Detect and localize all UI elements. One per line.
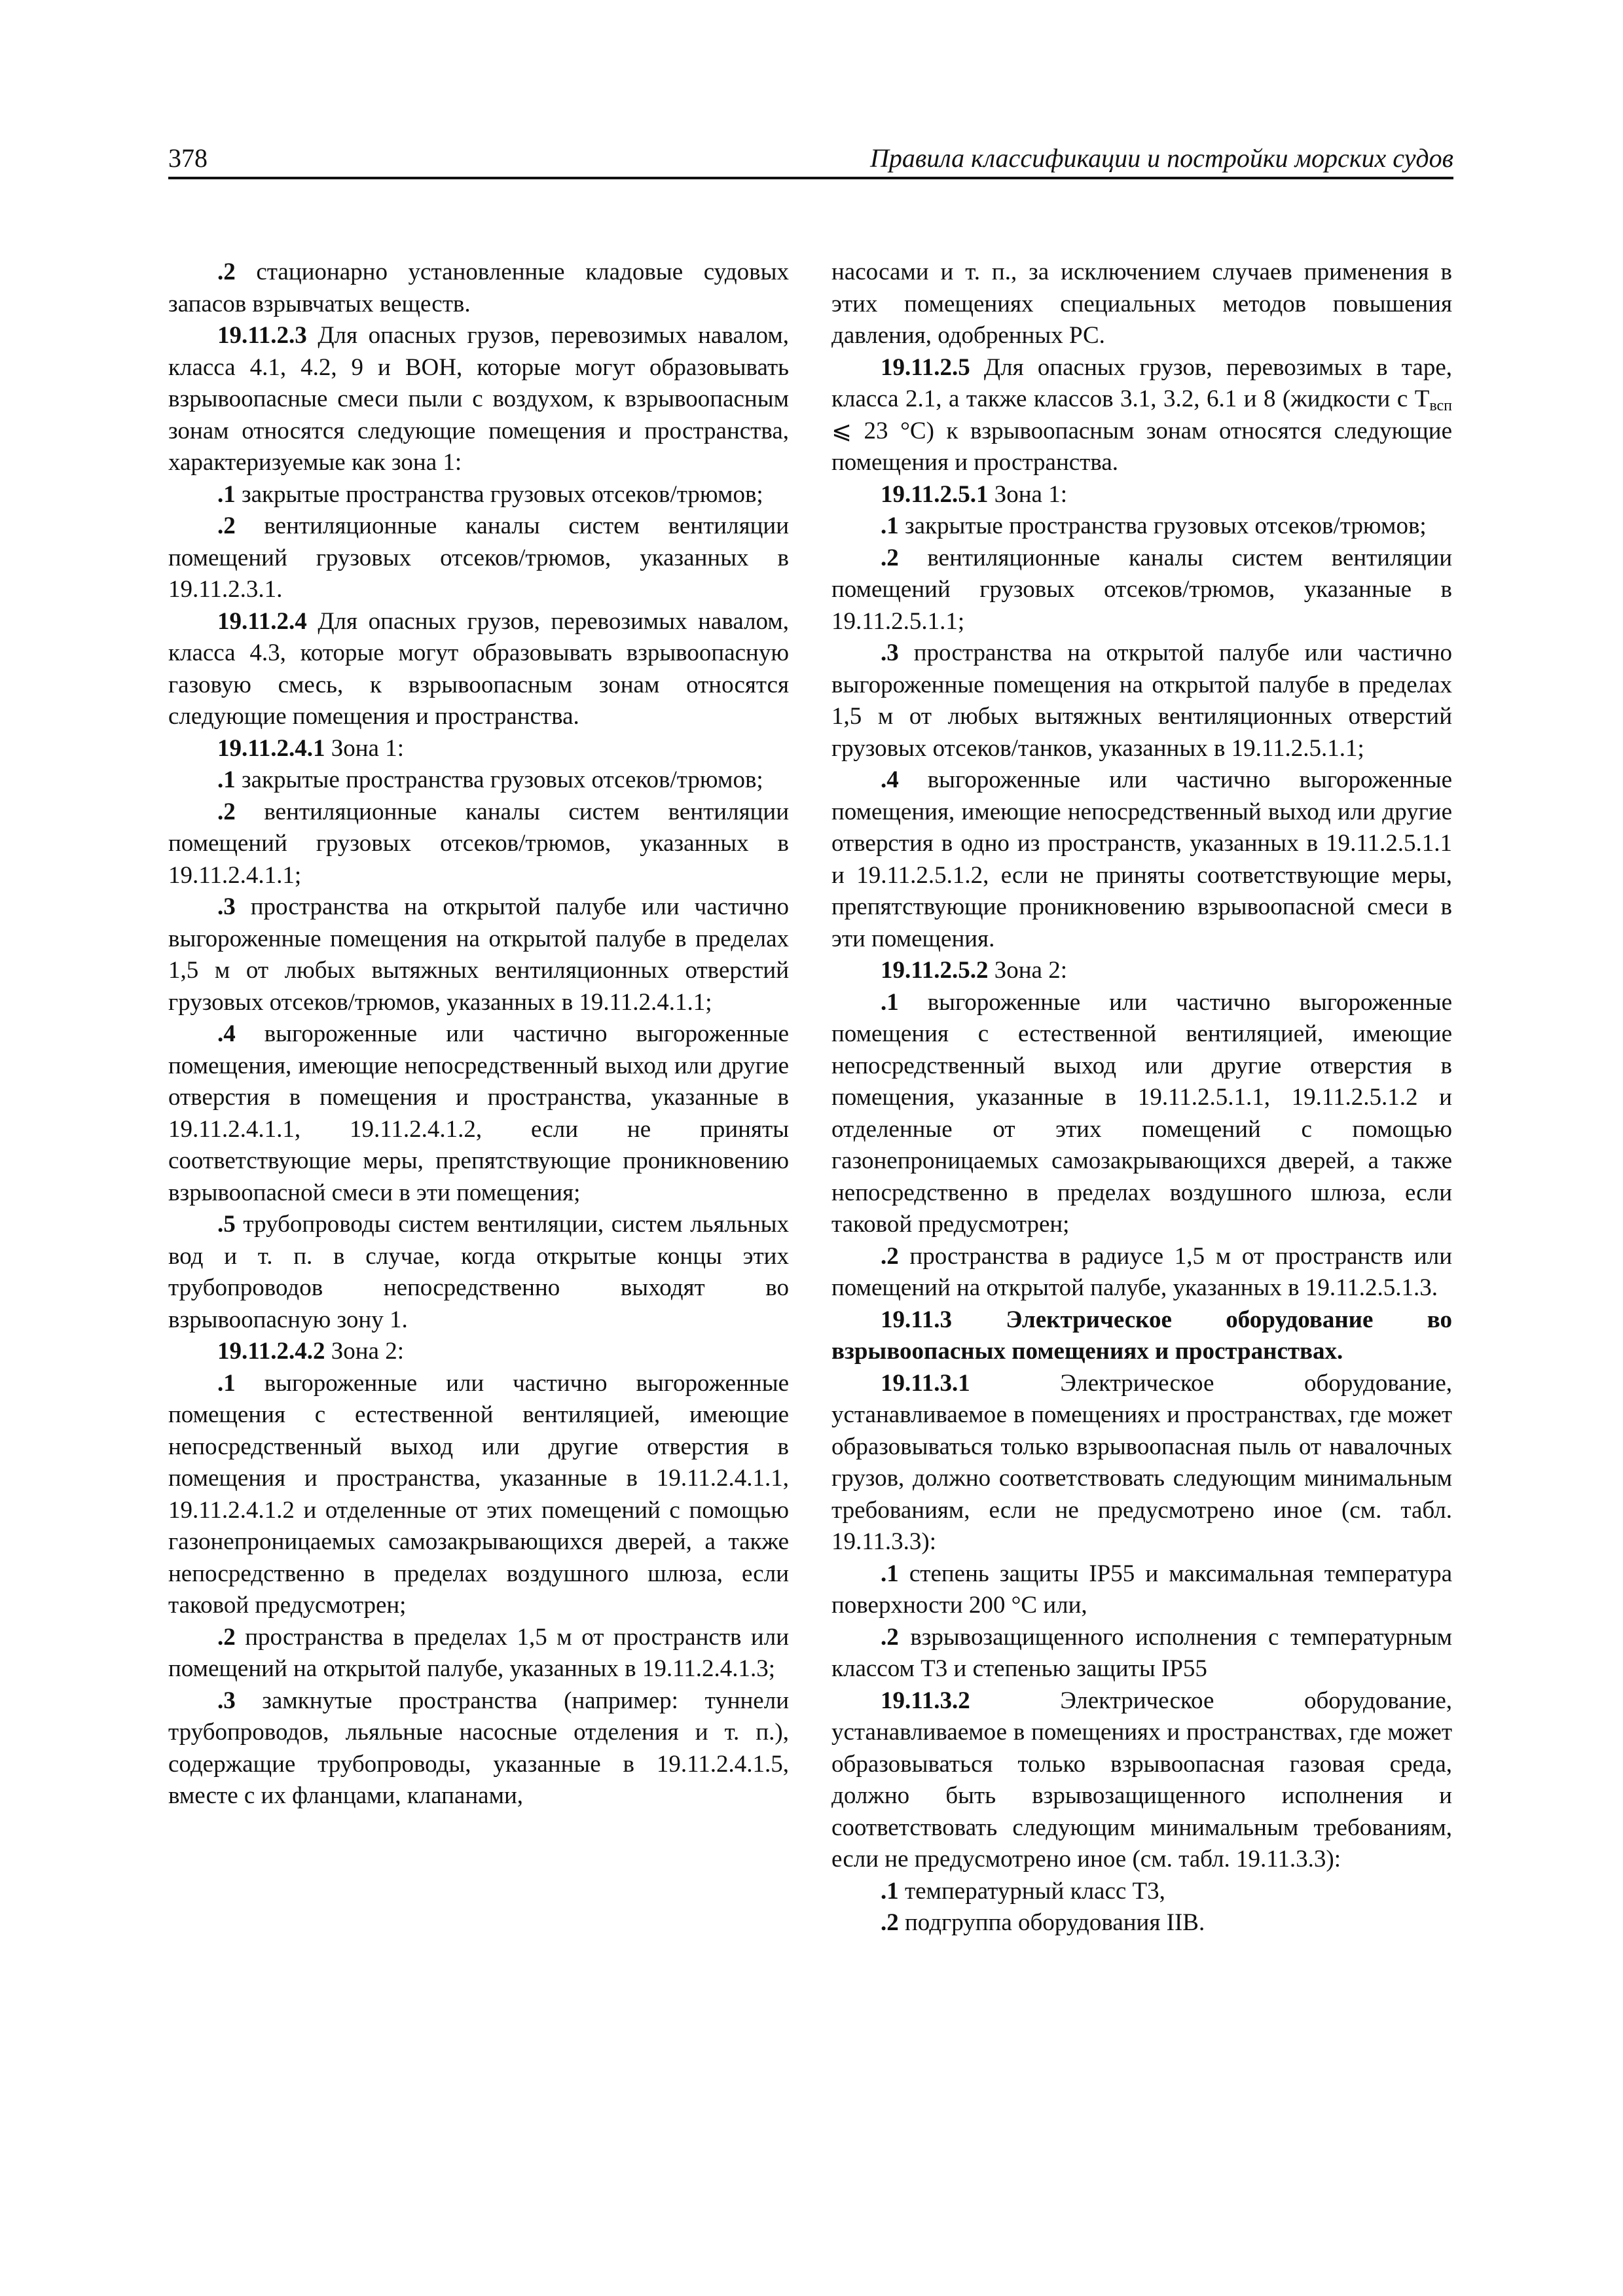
paragraph-text: выгороженные или частично выгороженные помещения, имеющие непосредственный выход или другие отверстия в помещения и пространства, указанные в 19.11.2.4.1.1, 19.11.2.4.1.2, если не приняты соответствующие меры, препятствующие проникновению взрывоопасной смеси в эти помещения; [168,1020,789,1206]
paragraph [168,511,789,606]
paragraph-text: Для опасных грузов, перевозимых в таре, класса 2.1, а также классов 3.1, 3.2, 6.1 и 8 (жидкости с Т [831,353,1452,412]
clause-number: 19.11.3.1 [881,1369,970,1397]
paragraph-text: температурный класс Т3, [898,1877,1165,1905]
section-heading: 19.11.3 Электрическое оборудование во взрывоопасных помещениях и пространствах. [831,1306,1452,1365]
paragraph-text: выгороженные или частично выгороженные помещения с естественной вентиляцией, имеющие непосредственный выход или другие отверстия в помещения, указанные в 19.11.2.5.1.1, 19.11.2.5.1.2 и отделенные от этих помещений с помощью газонепроницаемых самозакрывающихся дверей, а также непосредственно в пределах воздушного шлюза, если таковой предусмотрен; [831,988,1452,1238]
paragraph-text: степень защиты IP55 и максимальная температура поверхности 200 °С или, [831,1560,1452,1619]
paragraph [831,543,1452,638]
clause-number: 19.11.2.4 [217,607,307,635]
clause-number: .2 [881,1909,899,1936]
clause-number: .1 [217,480,236,508]
paragraph-text: выгороженные или частично выгороженные помещения, имеющие непосредственный выход или другие отверстия в одно из пространств, указанных в 19.11.2.5.1.1 и 19.11.2.5.1.2, если не приняты соответствующие меры, препятствующие проникновению взрывоопасной смеси в эти помещения. [831,766,1452,952]
clause-number: .3 [217,893,236,920]
paragraph [831,1622,1452,1685]
paragraph [831,1241,1452,1304]
paragraph-text: закрытые пространства грузовых отсеков/трюмов; [898,512,1427,539]
clause-number: .1 [881,988,899,1016]
paragraph-text: трубопроводы систем вентиляции, систем льяльных вод и т. п. в случае, когда открытые концы этих трубопроводов непосредственно выходят во взрывоопасную зону 1. [168,1211,789,1333]
paragraph [831,987,1452,1241]
clause-number: .2 [217,512,236,539]
paragraph [831,1368,1452,1558]
paragraph [168,606,789,733]
paragraph-text: пространства на открытой палубе или частично выгороженные помещения на открытой палубе в пределах 1,5 м от любых вытяжных вентиляционных отверстий грузовых отсеков/танков, указанных в 19.11.2.5.1.1; [831,639,1452,762]
clause-number: .2 [217,1623,236,1651]
paragraph-text: выгороженные или частично выгороженные помещения с естественной вентиляцией, имеющие непосредственный выход или другие отверстия в помещения и пространства, указанные в 19.11.2.4.1.1, 19.11.2.4.1.2 и отделенные от этих помещений с помощью газонепроницаемых самозакрывающихся дверей, а также непосредственно в пределах воздушного шлюза, если таковой предусмотрен; [168,1369,789,1619]
paragraph-text: пространства на открытой палубе или частично выгороженные помещения на открытой палубе в пределах 1,5 м от любых вытяжных вентиляционных отверстий грузовых отсеков/трюмов, указанных в 19.11.2.4.1.1; [168,893,789,1016]
page-number: 378 [168,143,208,173]
clause-number: .5 [217,1211,236,1238]
clause-number: .1 [881,512,899,539]
paragraph-text: закрытые пространства грузовых отсеков/трюмов; [235,480,763,508]
paragraph-text: закрытые пространства грузовых отсеков/трюмов; [235,766,763,793]
paragraph-text: вентиляционные каналы систем вентиляции помещений грузовых отсеков/трюмов, указанных в 19.11.2.4.1.1; [168,798,789,889]
clause-number: .1 [881,1877,899,1905]
paragraph-text: стационарно установленные кладовые судовых запасов взрывчатых веществ. [168,259,789,317]
paragraph [168,764,789,797]
paragraph-text: Для опасных грузов, перевозимых навалом, класса 4.1, 4.2, 9 и ВОН, которые могут образовывать взрывоопасные смеси пыли с воздухом, к взрывоопасным зонам относятся следующие помещения и пространства, характеризуемые как зона 1: [168,322,789,476]
paragraph [168,797,789,892]
clause-number: 19.11.2.4.2 [217,1338,325,1365]
clause-number: .2 [217,259,236,285]
paragraph [831,1558,1452,1622]
paragraph-text: взрывозащищенного исполнения с температурным классом Т3 и степенью защиты IP55 [831,1623,1452,1682]
paragraph-text: Зона 2: [325,1338,405,1365]
paragraph-continuation [831,257,1452,352]
clause-number: .2 [881,1623,899,1651]
running-title: Правила классификации и постройки морских судов [869,143,1453,173]
paragraph [831,511,1452,543]
paragraph [168,257,789,320]
clause-number: .4 [881,766,899,793]
paragraph [831,1876,1452,1908]
paragraph-text: Электрическое оборудование, устанавливаемое в помещениях и пространствах, где может образовываться только взрывоопасная газовая среда, должно быть взрывозащищенного исполнения и соответствовать следующим минимальным требованиям, если не предусмотрено иное (см. табл. 19.11.3.3): [831,1687,1452,1873]
paragraph-text: Зона 2: [988,957,1068,984]
clause-number: .1 [881,1560,899,1587]
page-header [168,143,1453,182]
paragraph [831,352,1452,479]
clause-number: .3 [881,639,899,666]
clause-number: .1 [217,766,236,793]
paragraph [831,764,1452,955]
clause-number: 19.11.2.5.1 [881,480,989,508]
left-column [168,257,789,1812]
paragraph [168,1622,789,1685]
paragraph [168,1685,789,1812]
clause-number: 19.11.2.5 [881,353,970,381]
paragraph-text: вентиляционные каналы систем вентиляции помещений грузовых отсеков/трюмов, указанных в 19.11.2.3.1. [168,512,789,603]
clause-number: 19.11.3.2 [881,1687,970,1714]
clause-number: .2 [881,1242,899,1270]
subscript: всп [1429,397,1452,414]
header-rule [168,177,1453,179]
paragraph-text: вентиляционные каналы систем вентиляции помещений грузовых отсеков/трюмов, указанные в 19.11.2.5.1.1; [831,544,1452,635]
clause-number: .4 [217,1020,236,1047]
paragraph [168,479,789,511]
paragraph-text: пространства в пределах 1,5 м от пространств или помещений на открытой палубе, указанных в 19.11.2.4.1.3; [168,1623,789,1682]
paragraph-text: Электрическое оборудование, устанавливаемое в помещениях и пространствах, где может образовываться только взрывоопасная пыль от навалочных грузов, должно соответствовать следующим минимальным требованиям, если не предусмотрено иное (см. табл. 19.11.3.3): [831,1369,1452,1555]
clause-number: .3 [217,1687,236,1714]
paragraph [168,320,789,479]
paragraph [831,637,1452,764]
paragraph-text: Зона 1: [988,480,1068,508]
clause-number: .2 [881,544,899,571]
paragraph [168,1336,789,1368]
paragraph [831,1907,1452,1939]
paragraph [168,733,789,765]
paragraph [168,1209,789,1336]
paragraph-text: ⩽ 23 °С) к взрывоопасным зонам относятся следующие помещения и пространства. [831,417,1452,476]
paragraph-text: насосами и т. п., за исключением случаев применения в этих помещениях специальных методов повышения давления, одобренных РС. [831,259,1452,349]
clause-number: .1 [217,1369,236,1397]
clause-number: 19.11.2.4.1 [217,734,325,762]
paragraph-text: замкнутые пространства (например: туннели трубопроводов, льяльные насосные отделения и т. п.), содержащие трубопроводы, указанные в 19.11.2.4.1.5, вместе с их фланцами, клапанами, [168,1687,789,1809]
paragraph-text: пространства в радиусе 1,5 м от пространств или помещений на открытой палубе, указанных в 19.11.2.5.1.3. [831,1242,1452,1301]
clause-number: 19.11.2.3 [217,322,307,349]
paragraph [168,1368,789,1622]
paragraph-text: Для опасных грузов, перевозимых навалом, класса 4.3, которые могут образовывать взрывоопасную газовую смесь, к взрывоопасным зонам относятся следующие помещения и пространства. [168,607,789,730]
paragraph [831,955,1452,987]
clause-number: 19.11.2.5.2 [881,957,989,984]
paragraph-text: Зона 1: [325,734,405,762]
paragraph-text: подгруппа оборудования IIB. [898,1909,1205,1936]
paragraph [831,479,1452,511]
clause-number: .2 [217,798,236,825]
paragraph [831,1685,1452,1876]
right-column [831,257,1452,1939]
paragraph [168,1018,789,1209]
paragraph [168,891,789,1018]
